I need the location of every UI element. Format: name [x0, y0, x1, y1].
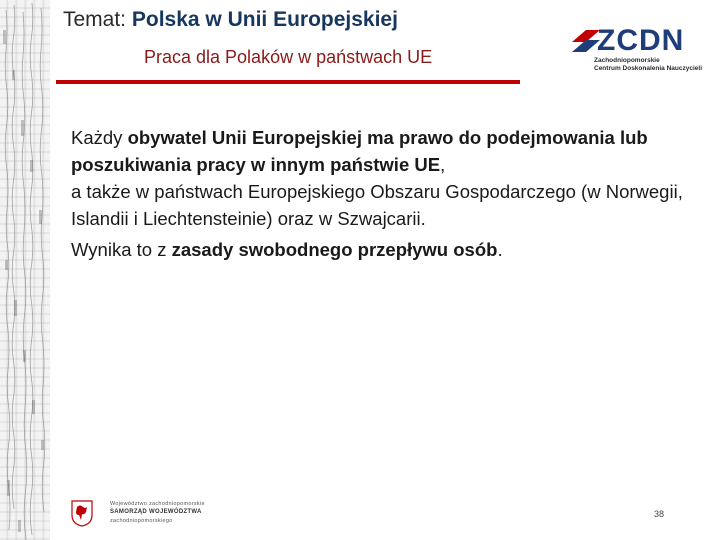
- p1-bold: obywatel Unii Europejskiej ma prawo do podejmowania lub poszukiwania pracy w innym państwie UE: [71, 127, 648, 175]
- page-subtitle: Praca dla Polaków w państwach UE: [144, 47, 433, 67]
- handwriting-strip-decoration: [0, 0, 50, 540]
- footer-logo-line-2: SAMORZĄD WOJEWÓDZTWA: [110, 509, 202, 515]
- logo-brand-text: ZCDN: [597, 24, 685, 57]
- logo-tagline-2: Centrum Doskonalenia Nauczycieli: [594, 65, 703, 72]
- p1-end: ,: [440, 154, 446, 175]
- zcdn-mark-icon: [572, 28, 600, 52]
- paragraph-2: a także w państwach Europejskiego Obszaru Gospodarczego (w Norwegii, Islandii i Liechtensteinie) oraz w Szwajcarii.: [71, 181, 683, 229]
- p3-start: Wynika to z: [71, 239, 172, 260]
- handwriting-scribbles: [0, 0, 50, 540]
- title-value: Polska w Unii Europejskiej: [131, 8, 398, 31]
- zcdn-logo: [572, 24, 703, 74]
- griffin-emblem-icon: [70, 499, 94, 527]
- logo-tagline-1: Zachodniopomorskie: [594, 57, 660, 64]
- p1-start: Każdy: [71, 127, 128, 148]
- header-divider: [56, 80, 520, 84]
- page-title: [63, 8, 398, 32]
- p3-end: .: [497, 239, 503, 260]
- page-number: 38: [654, 509, 665, 519]
- footer-region-logo: [70, 497, 210, 529]
- main-content: [71, 124, 691, 263]
- paragraph-1: [71, 124, 691, 178]
- paragraph-3: [71, 236, 691, 263]
- footer-logo-line-1: Województwo zachodniopomorskie: [110, 501, 205, 507]
- title-label: Temat:: [63, 8, 132, 31]
- p3-bold: zasady swobodnego przepływu osób: [171, 239, 498, 260]
- footer-logo-line-3: zachodniopomorskiego: [110, 518, 173, 524]
